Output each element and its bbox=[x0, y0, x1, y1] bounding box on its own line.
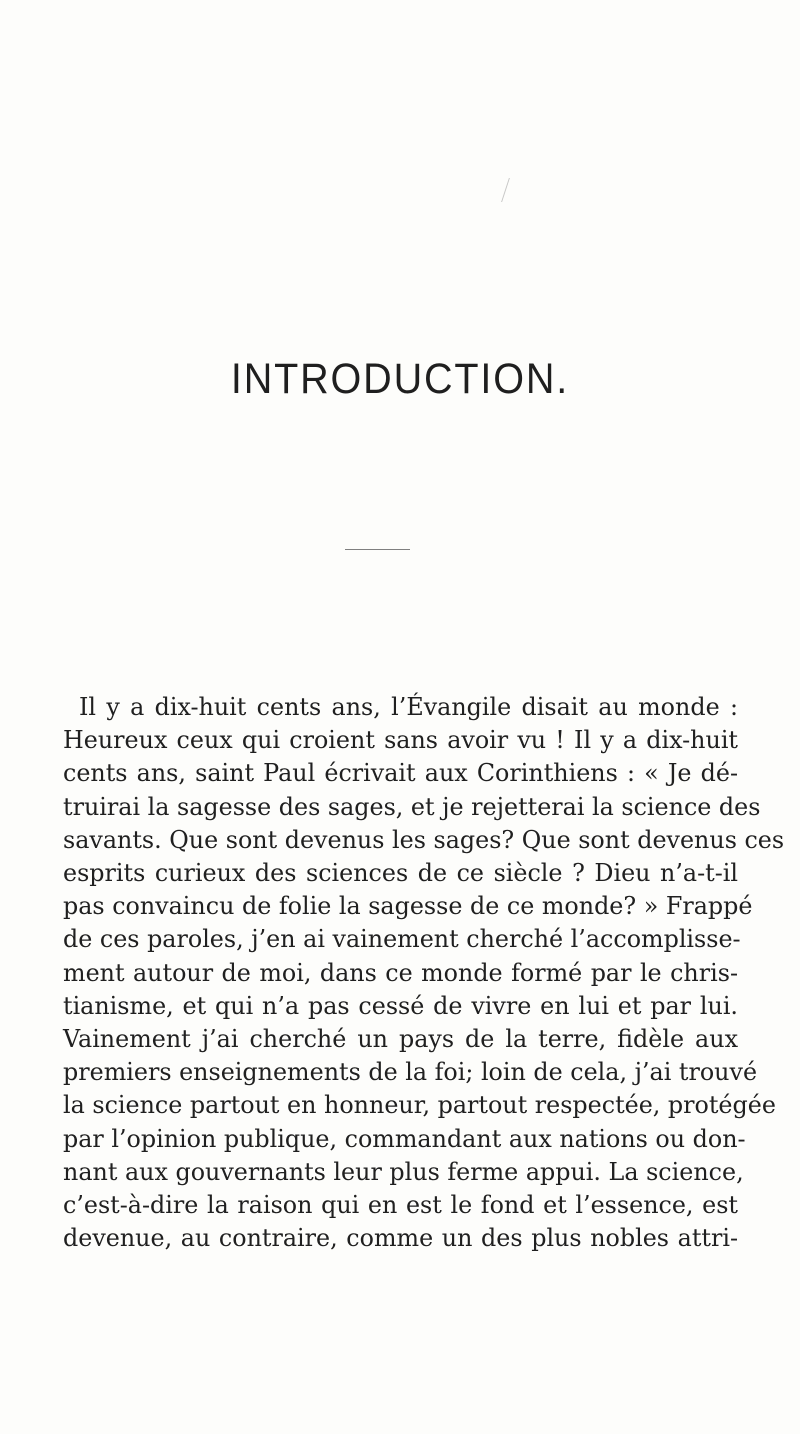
text-line: la science partout en honneur, partout respectée, protégée bbox=[63, 1091, 776, 1120]
text-line: Il y a dix-huit cents ans, l’Évangile disait au monde : bbox=[79, 693, 738, 721]
text-line: esprits curieux des sciences de ce siècle ? Dieu n’a-t-il bbox=[63, 859, 738, 888]
text-line: de ces paroles, j’en ai vainement cherché l’accomplisse- bbox=[63, 925, 741, 954]
text-line: cents ans, saint Paul écrivait aux Corinthiens : « Je dé- bbox=[63, 759, 738, 788]
chapter-title: INTRODUCTION. bbox=[230, 355, 570, 403]
text-line: devenue, au contraire, comme un des plus nobles attri- bbox=[63, 1224, 738, 1253]
text-line: Vainement j’ai cherché un pays de la terre, fidèle aux bbox=[63, 1025, 738, 1054]
text-line: tianisme, et qui n’a pas cessé de vivre en lui et par lui. bbox=[63, 991, 738, 1020]
text-line: par l’opinion publique, commandant aux nations ou don- bbox=[63, 1124, 746, 1153]
text-line: premiers enseignements de la foi; loin de cela, j’ai trouvé bbox=[63, 1058, 758, 1087]
body-paragraph bbox=[63, 691, 785, 1255]
text-line: Heureux ceux qui croient sans avoir vu ! Il y a dix-huit bbox=[63, 726, 738, 755]
text-line: c’est-à-dire la raison qui en est le fond et l’essence, est bbox=[63, 1191, 738, 1220]
text-line: ment autour de moi, dans ce monde formé par le chris- bbox=[63, 958, 738, 987]
title-divider bbox=[345, 549, 410, 550]
text-line: pas convaincu de folie la sagesse de ce monde? » Frappé bbox=[63, 892, 753, 921]
text-line: nant aux gouvernants leur plus ferme appui. La science, bbox=[63, 1157, 744, 1186]
ink-mark bbox=[501, 178, 522, 202]
text-line: savants. Que sont devenus les sages? Que sont devenus ces bbox=[63, 825, 785, 854]
text-line: truirai la sagesse des sages, et je rejetterai la science des bbox=[63, 792, 761, 821]
